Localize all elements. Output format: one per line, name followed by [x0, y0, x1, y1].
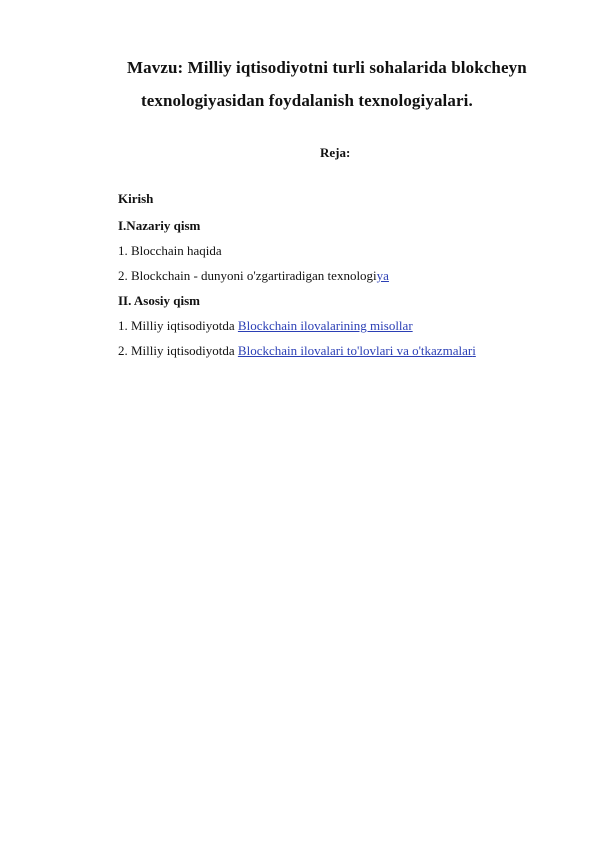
- outline-part2-heading: II. Asosiy qism: [118, 293, 200, 308]
- outline-intro: Kirish: [118, 191, 154, 206]
- outline-part1-item1: 1. Blocchain haqida: [118, 243, 222, 258]
- outline-part1-heading: I.Nazariy qism: [118, 218, 201, 233]
- outline-part2-item2: [118, 343, 476, 359]
- outline-part2-item2-text: 2. Milliy iqtisodiyotda: [118, 343, 238, 358]
- outline-part2-item2-link[interactable]: Blockchain ilovalari to'lovlari va o'tkazmalar: [237, 343, 473, 358]
- outline-part2-item1-text: 1. Milliy iqtisodiyotda: [118, 318, 238, 333]
- outline-part1-item2: [118, 268, 389, 284]
- document-title-line-1: Mavzu: Milliy iqtisodiyotni turli sohalarida blokcheyn: [127, 58, 527, 77]
- document-title-line-2: texnologiyasidan foydalanish texnologiyalari.: [141, 91, 473, 110]
- outline-part2-item1-link[interactable]: Blockchain ilovalarining misollar: [237, 318, 413, 333]
- outline-part1-item2-link[interactable]: ya: [376, 268, 389, 283]
- outline-part1-item2-text: 2. Blockchain - dunyoni o'zgartiradigan texnologi: [118, 268, 377, 283]
- outline-part2-item2-tail[interactable]: i: [472, 343, 476, 358]
- plan-heading: Reja:: [320, 145, 351, 160]
- outline-part2-item1: [118, 318, 413, 334]
